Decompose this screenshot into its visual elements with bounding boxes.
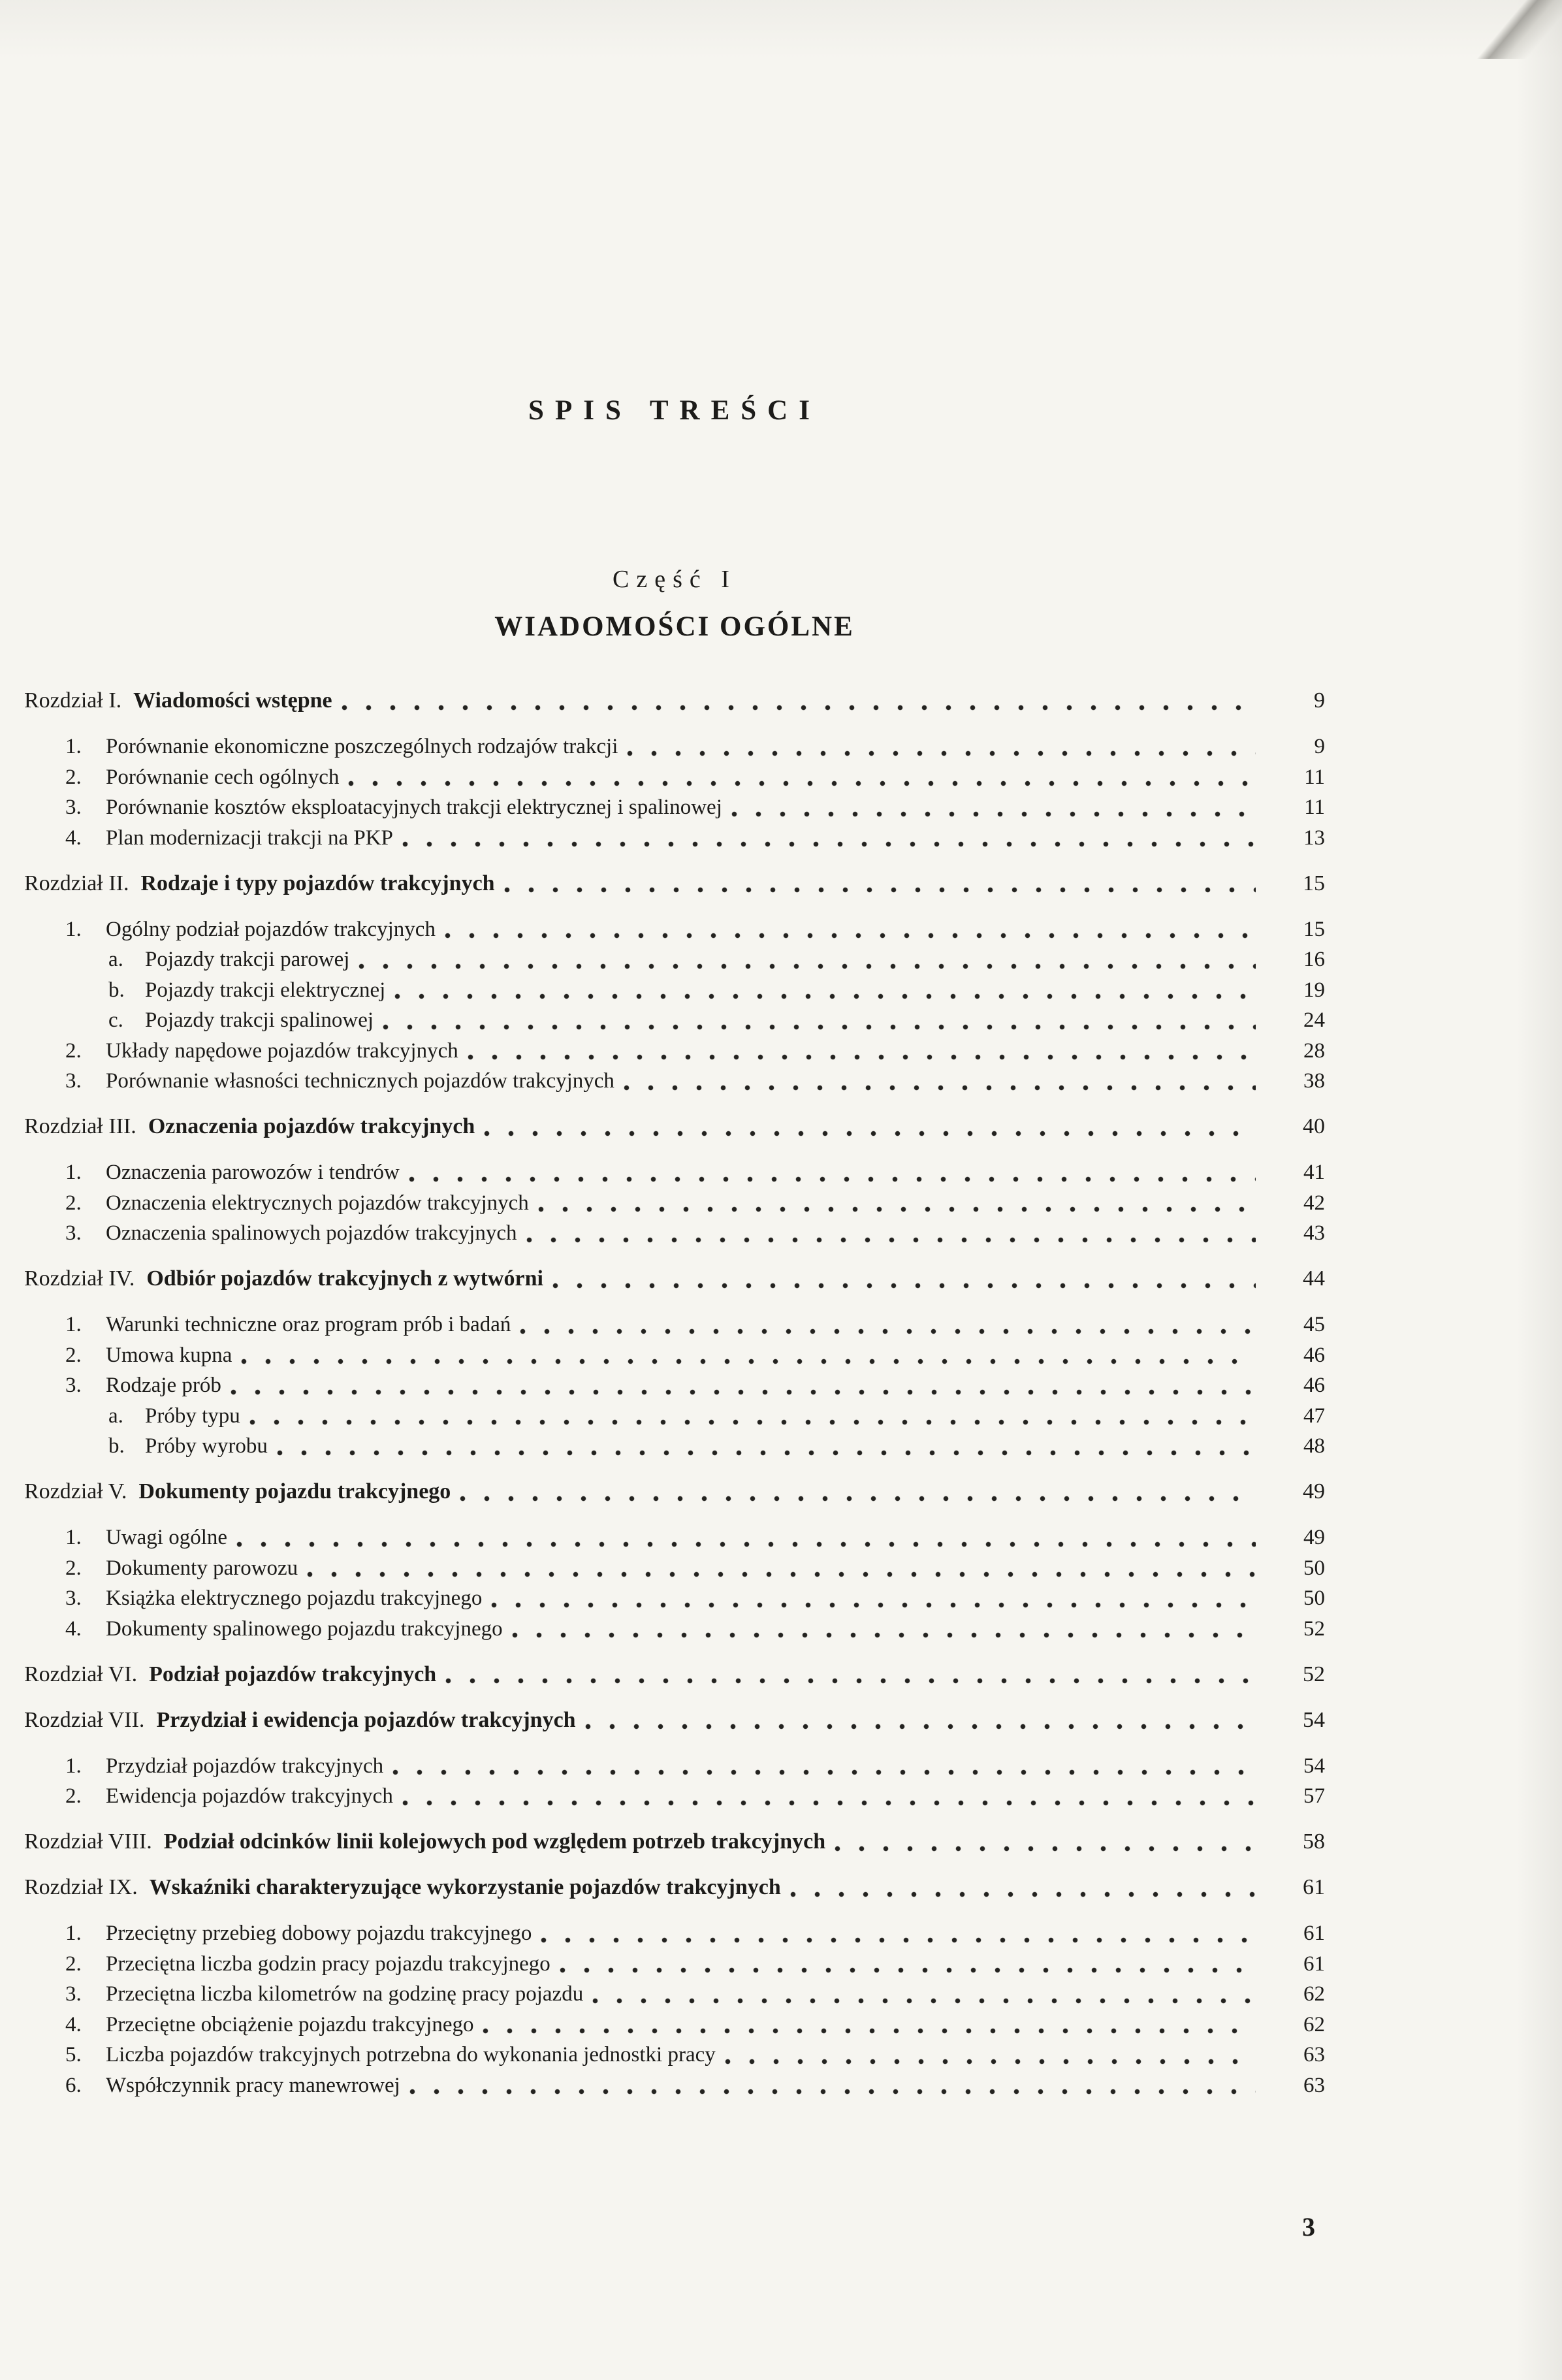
item-page-number: 61	[1303, 1952, 1325, 1976]
dot-leader	[491, 1583, 1256, 1614]
item-number: b.	[108, 1434, 125, 1458]
item-title: Oznaczenia elektrycznych pojazdów trakcyjnych	[106, 1191, 529, 1215]
part-label: Część I	[613, 566, 737, 593]
dot-leader	[552, 1264, 1256, 1295]
toc-chapter-row	[24, 869, 1325, 899]
item-title: Uwagi ogólne	[106, 1526, 228, 1549]
scan-corner-smudge	[1464, 0, 1562, 59]
item-page-number: 49	[1303, 1526, 1325, 1549]
dot-leader	[585, 1705, 1256, 1736]
item-title: Porównanie ekonomiczne poszczególnych rodzajów trakcji	[106, 735, 618, 758]
item-title: Porównanie kosztów eksploatacyjnych trakcji elektrycznej i spalinowej	[106, 796, 722, 819]
item-number: c.	[108, 1008, 123, 1032]
dot-leader	[624, 1066, 1256, 1097]
toc-chapter-row	[24, 1827, 1325, 1857]
toc-list	[24, 686, 1325, 2100]
item-number: 2.	[65, 1191, 82, 1215]
item-page-number: 63	[1303, 2073, 1325, 2097]
item-number: 2.	[65, 1784, 82, 1808]
item-title: Dokumenty parowozu	[106, 1556, 298, 1580]
dot-leader	[392, 1751, 1256, 1782]
item-number: a.	[108, 948, 123, 971]
dot-leader	[277, 1431, 1256, 1462]
dot-leader	[725, 2040, 1256, 2070]
toc-item-row	[24, 1005, 1325, 1036]
item-page-number: 13	[1303, 826, 1325, 850]
item-number: 3.	[65, 1586, 82, 1610]
item-page-number: 42	[1303, 1191, 1325, 1215]
chapter-page-number: 54	[1303, 1707, 1325, 1732]
item-number: 2.	[65, 1952, 82, 1976]
item-page-number: 50	[1303, 1556, 1325, 1580]
dot-leader	[484, 1112, 1256, 1142]
toc-item-row	[24, 1553, 1325, 1584]
dot-leader	[541, 1918, 1256, 1949]
toc-item-row	[24, 1781, 1325, 1812]
toc-item-row	[24, 2010, 1325, 2040]
dot-leader	[835, 1827, 1256, 1857]
item-title: Ogólny podział pojazdów trakcyjnych	[106, 917, 436, 941]
toc-item-row	[24, 823, 1325, 854]
toc-item-row	[24, 2070, 1325, 2101]
dot-leader	[445, 1660, 1256, 1690]
item-page-number: 48	[1303, 1434, 1325, 1458]
dot-leader	[483, 2010, 1256, 2040]
toc-item-row	[24, 1036, 1325, 1067]
item-number: 1.	[65, 1161, 82, 1184]
item-number: 4.	[65, 2012, 82, 2036]
toc-item-row	[24, 732, 1325, 762]
item-number: 3.	[65, 1374, 82, 1397]
chapter-title: Podział odcinków linii kolejowych pod względem potrzeb trakcyjnych	[163, 1829, 826, 1854]
toc-item-row	[24, 1614, 1325, 1645]
toc-item-row	[24, 1522, 1325, 1553]
toc-item-row	[24, 1218, 1325, 1249]
chapter-title: Dokumenty pojazdu trakcyjnego	[138, 1479, 451, 1504]
item-page-number: 61	[1303, 1922, 1325, 1945]
item-page-number: 46	[1303, 1343, 1325, 1367]
dot-leader	[526, 1218, 1256, 1249]
toc-item-row	[24, 1340, 1325, 1371]
item-title: Oznaczenia parowozów i tendrów	[106, 1161, 400, 1184]
item-number: 2.	[65, 1343, 82, 1367]
dot-leader	[512, 1614, 1256, 1645]
item-number: 4.	[65, 826, 82, 850]
item-page-number: 28	[1303, 1038, 1325, 1063]
toc-item-row	[24, 2040, 1325, 2070]
dot-leader	[342, 686, 1256, 716]
item-page-number: 63	[1303, 2043, 1325, 2066]
item-number: 2.	[65, 1038, 82, 1063]
dot-leader	[445, 914, 1256, 945]
item-title: Próby wyrobu	[145, 1434, 268, 1458]
dot-leader	[468, 1036, 1256, 1067]
chapter-title: Wiadomości wstępne	[133, 688, 332, 713]
item-number: 1.	[65, 735, 82, 758]
item-number: a.	[108, 1404, 123, 1428]
item-number: 3.	[65, 1221, 82, 1245]
chapter-label: Rozdział III.	[24, 1114, 136, 1138]
item-number: 2.	[65, 765, 82, 789]
dot-leader	[231, 1370, 1256, 1401]
chapter-page-number: 9	[1314, 688, 1325, 713]
chapter-title: Przydział i ewidencja pojazdów trakcyjnych	[156, 1707, 576, 1732]
item-page-number: 57	[1303, 1784, 1325, 1808]
item-title: Pojazdy trakcji elektrycznej	[145, 978, 386, 1002]
item-title: Liczba pojazdów trakcyjnych potrzebna do wykonania jednostki pracy	[106, 2043, 716, 2066]
item-page-number: 54	[1303, 1754, 1325, 1778]
item-page-number: 46	[1303, 1374, 1325, 1397]
item-number: 1.	[65, 1526, 82, 1549]
item-page-number: 47	[1303, 1404, 1325, 1428]
toc-item-row	[24, 975, 1325, 1006]
item-page-number: 52	[1303, 1616, 1325, 1641]
chapter-page-number: 49	[1303, 1479, 1325, 1504]
item-title: Próby typu	[145, 1404, 240, 1428]
toc-item-row	[24, 914, 1325, 945]
item-title: Oznaczenia spalinowych pojazdów trakcyjnych	[106, 1221, 517, 1245]
toc-item-row	[24, 1431, 1325, 1462]
dot-leader	[402, 823, 1256, 854]
toc-item-row	[24, 1918, 1325, 1949]
item-number: 4.	[65, 1616, 82, 1641]
toc-item-row	[24, 1370, 1325, 1401]
toc-item-row	[24, 1401, 1325, 1432]
item-number: 2.	[65, 1556, 82, 1580]
dot-leader	[307, 1553, 1256, 1584]
item-page-number: 62	[1303, 1982, 1325, 2006]
part-title: WIADOMOŚCI OGÓLNE	[494, 611, 855, 642]
item-title: Porównanie własności technicznych pojazdów trakcyjnych	[106, 1069, 614, 1093]
dot-leader	[592, 1979, 1256, 2010]
chapter-label: Rozdział V.	[24, 1479, 127, 1504]
toc-item-row	[24, 1949, 1325, 1980]
dot-leader	[560, 1949, 1256, 1980]
item-number: 6.	[65, 2073, 82, 2097]
item-title: Dokumenty spalinowego pojazdu trakcyjnego	[106, 1616, 503, 1641]
item-title: Przeciętna liczba godzin pracy pojazdu trakcyjnego	[106, 1952, 550, 1976]
item-page-number: 19	[1303, 978, 1325, 1002]
item-title: Warunki techniczne oraz program prób i badań	[106, 1313, 511, 1336]
dot-leader	[348, 762, 1256, 793]
toc-item-row	[24, 1751, 1325, 1782]
toc-item-row	[24, 762, 1325, 793]
toc-chapter-row	[24, 1705, 1325, 1736]
dot-leader	[409, 1157, 1256, 1188]
toc-item-row	[24, 1066, 1325, 1097]
item-page-number: 11	[1304, 765, 1325, 789]
item-page-number: 16	[1303, 948, 1325, 971]
chapter-title: Odbiór pojazdów trakcyjnych z wytwórni	[146, 1266, 543, 1291]
chapter-page-number: 61	[1303, 1875, 1325, 1899]
item-title: Pojazdy trakcji parowej	[145, 948, 350, 971]
item-number: 5.	[65, 2043, 82, 2066]
chapter-title: Oznaczenia pojazdów trakcyjnych	[148, 1114, 475, 1138]
item-page-number: 62	[1303, 2012, 1325, 2036]
item-page-number: 41	[1303, 1161, 1325, 1184]
item-title: Plan modernizacji trakcji na PKP	[106, 826, 393, 850]
chapter-title: Rodzaje i typy pojazdów trakcyjnych	[140, 871, 495, 895]
item-title: Przeciętny przebieg dobowy pojazdu trakcyjnego	[106, 1922, 532, 1945]
item-number: 3.	[65, 1069, 82, 1093]
page-title: SPIS TREŚCI	[528, 395, 821, 426]
item-title: Przeciętna liczba kilometrów na godzinę pracy pojazdu	[106, 1982, 584, 2006]
toc-chapter-row	[24, 686, 1325, 716]
item-page-number: 9	[1314, 735, 1325, 758]
chapter-page-number: 52	[1303, 1662, 1325, 1686]
item-page-number: 50	[1303, 1586, 1325, 1610]
item-title: Książka elektrycznego pojazdu trakcyjnego	[106, 1586, 483, 1610]
toc-item-row	[24, 792, 1325, 823]
toc-chapter-row	[24, 1477, 1325, 1507]
dot-leader	[241, 1340, 1256, 1371]
toc-chapter-row	[24, 1873, 1325, 1903]
toc-item-row	[24, 1157, 1325, 1188]
page-content	[24, 0, 1325, 2100]
chapter-page-number: 44	[1303, 1266, 1325, 1291]
dot-leader	[402, 1781, 1256, 1812]
item-title: Porównanie cech ogólnych	[106, 765, 340, 789]
toc-item-row	[24, 1583, 1325, 1614]
dot-leader	[359, 944, 1256, 975]
item-number: 1.	[65, 1754, 82, 1778]
item-page-number: 45	[1303, 1313, 1325, 1336]
dot-leader	[627, 732, 1256, 762]
dot-leader	[394, 975, 1256, 1006]
chapter-title: Wskaźniki charakteryzujące wykorzystanie pojazdów trakcyjnych	[149, 1875, 781, 1899]
dot-leader	[538, 1188, 1256, 1219]
dot-leader	[731, 792, 1256, 823]
item-number: 1.	[65, 1922, 82, 1945]
chapter-label: Rozdział VII.	[24, 1707, 145, 1732]
dot-leader	[236, 1522, 1256, 1553]
item-title: Rodzaje prób	[106, 1374, 221, 1397]
dot-leader	[249, 1401, 1256, 1432]
chapter-title: Podział pojazdów trakcyjnych	[149, 1662, 437, 1686]
item-number: 3.	[65, 1982, 82, 2006]
item-title: Pojazdy trakcji spalinowej	[145, 1008, 374, 1032]
chapter-label: Rozdział VIII.	[24, 1829, 152, 1854]
item-number: b.	[108, 978, 125, 1002]
item-number: 1.	[65, 917, 82, 941]
item-page-number: 11	[1304, 796, 1325, 819]
item-page-number: 15	[1303, 917, 1325, 941]
dot-leader	[409, 2070, 1256, 2101]
dot-leader	[460, 1477, 1256, 1507]
toc-item-row	[24, 1979, 1325, 2010]
toc-item-row	[24, 1310, 1325, 1340]
item-title: Układy napędowe pojazdów trakcyjnych	[106, 1038, 458, 1063]
chapter-label: Rozdział II.	[24, 871, 129, 895]
toc-chapter-row	[24, 1112, 1325, 1142]
item-page-number: 43	[1303, 1221, 1325, 1245]
toc-item-row	[24, 944, 1325, 975]
dot-leader	[504, 869, 1256, 899]
chapter-page-number: 15	[1303, 871, 1325, 895]
toc-chapter-row	[24, 1264, 1325, 1295]
chapter-label: Rozdział IV.	[24, 1266, 135, 1291]
item-page-number: 24	[1303, 1008, 1325, 1032]
chapter-page-number: 40	[1303, 1114, 1325, 1138]
item-title: Ewidencja pojazdów trakcyjnych	[106, 1784, 393, 1808]
item-title: Przydział pojazdów trakcyjnych	[106, 1754, 384, 1778]
item-title: Współczynnik pracy manewrowej	[106, 2073, 400, 2097]
item-title: Przeciętne obciążenie pojazdu trakcyjnego	[106, 2012, 474, 2036]
chapter-label: Rozdział I.	[24, 688, 122, 713]
page-number: 3	[1302, 2212, 1315, 2242]
chapter-label: Rozdział VI.	[24, 1662, 138, 1686]
dot-leader	[520, 1310, 1256, 1340]
dot-leader	[790, 1873, 1256, 1903]
dot-leader	[383, 1005, 1256, 1036]
item-title: Umowa kupna	[106, 1343, 232, 1367]
item-number: 3.	[65, 796, 82, 819]
chapter-page-number: 58	[1303, 1829, 1325, 1854]
toc-item-row	[24, 1188, 1325, 1219]
item-number: 1.	[65, 1313, 82, 1336]
item-page-number: 38	[1303, 1069, 1325, 1093]
toc-chapter-row	[24, 1660, 1325, 1690]
chapter-label: Rozdział IX.	[24, 1875, 138, 1899]
